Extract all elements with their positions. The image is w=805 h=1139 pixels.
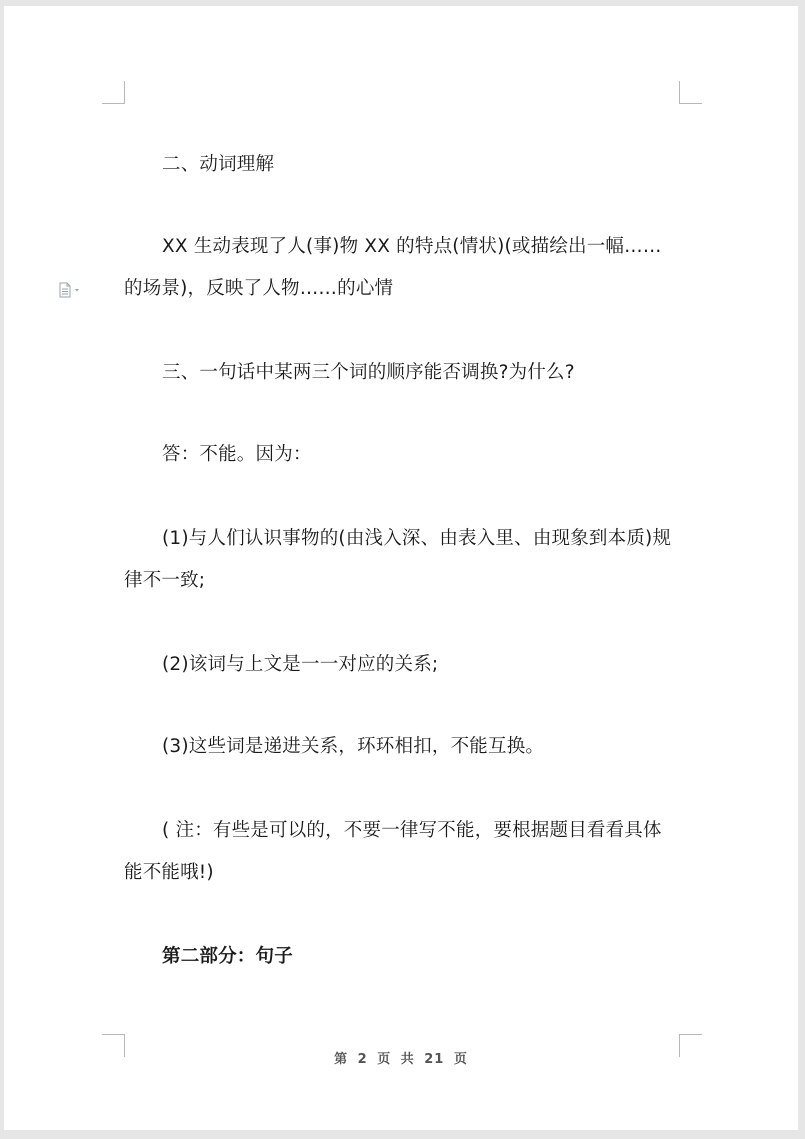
chevron-down-icon — [75, 289, 79, 292]
paragraph-note: ( 注：有些是可以的，不要一律写不能，要根据题目看看具体能不能哦!) — [124, 820, 662, 883]
paragraph-reason-1: (1)与人们认识事物的(由浅入深、由表入里、由现象到本质)规律不一致; — [124, 528, 672, 591]
margin-corner-top-right — [679, 81, 702, 104]
document-icon — [58, 282, 88, 298]
paragraph-heading-verb: 二、动词理解 — [162, 154, 275, 175]
paragraph-reason-3: (3)这些词是递进关系，环环相扣，不能互换。 — [162, 736, 545, 757]
margin-corner-top-left — [102, 81, 125, 104]
page-number-footer: 第 2 页 共 21 页 — [334, 1052, 468, 1067]
section-heading-sentences: 第二部分：句子 — [162, 946, 293, 967]
document-page — [4, 6, 798, 1130]
paragraph-reason-2: (2)该词与上文是一一对应的关系; — [162, 654, 439, 675]
paragraph-menu-button[interactable] — [58, 282, 88, 298]
paragraph-question-order: 三、一句话中某两三个词的顺序能否调换?为什么? — [162, 362, 575, 383]
paragraph-verb-answer: XX 生动表现了人(事)物 XX 的特点(情状)(或描绘出一幅……的场景)，反映了人物……的心情 — [124, 236, 662, 299]
paragraph-answer-intro: 答：不能。因为： — [162, 444, 312, 465]
